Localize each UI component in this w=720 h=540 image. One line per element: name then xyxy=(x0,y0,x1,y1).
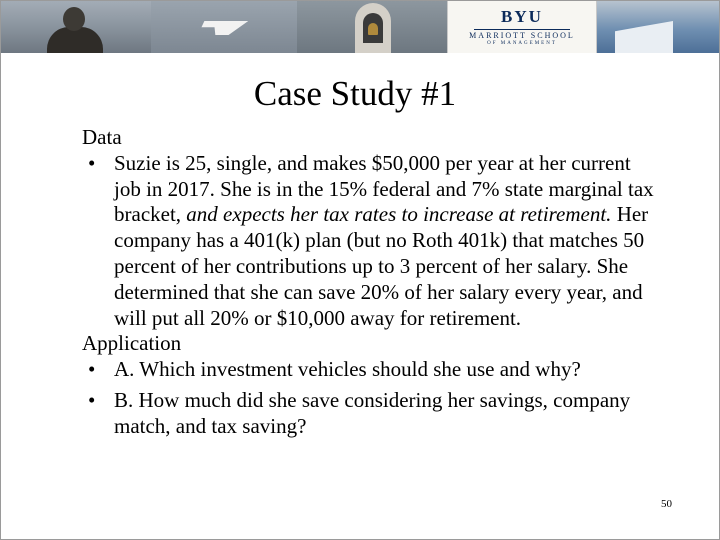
bell-icon xyxy=(368,23,378,35)
bell-tower-photo xyxy=(297,1,447,53)
logo-school: MARRIOTT SCHOOL xyxy=(469,31,575,40)
application-heading: Application xyxy=(82,331,182,356)
application-bullet-a: • A. Which investment vehicles should she use and why? xyxy=(88,357,581,382)
building-photo xyxy=(597,1,720,53)
slide-title: Case Study #1 xyxy=(253,74,457,113)
statue-photo xyxy=(1,1,151,53)
application-bullet-b: • B. How much did she save considering her savings, company match, and tax saving? xyxy=(88,387,631,438)
header-banner xyxy=(1,1,720,53)
data-heading: Data xyxy=(82,125,122,149)
bullet-icon: • xyxy=(88,357,96,382)
logo-word: BYU xyxy=(501,7,543,26)
mountain-y-photo xyxy=(151,1,297,53)
italic-phrase: and expects her tax rates to increase at retirement. xyxy=(186,202,612,227)
page-number: 50 xyxy=(661,498,672,510)
bullet-icon: • xyxy=(88,387,96,412)
slide-body xyxy=(82,125,662,440)
bullet-icon: • xyxy=(88,150,96,175)
byu-marriott-logo xyxy=(447,1,597,53)
data-bullet: • Suzie is 25, single, and makes $50,000 per year at her current job in 2017. She is in the 15% federal and 7% state marginal tax bracket, and expects her tax rates to increase at retirement. Her company has a 401(k) plan (but no Roth 401k) that matches 50 percent of her contributions up to 3 percent of her salary. She determined that she can save 20% of her salary every year, and will put all 20% or $10,000 away for retirement. xyxy=(88,150,654,330)
y-mountain-icon xyxy=(198,21,249,35)
logo-sub: OF MANAGEMENT xyxy=(487,41,557,46)
